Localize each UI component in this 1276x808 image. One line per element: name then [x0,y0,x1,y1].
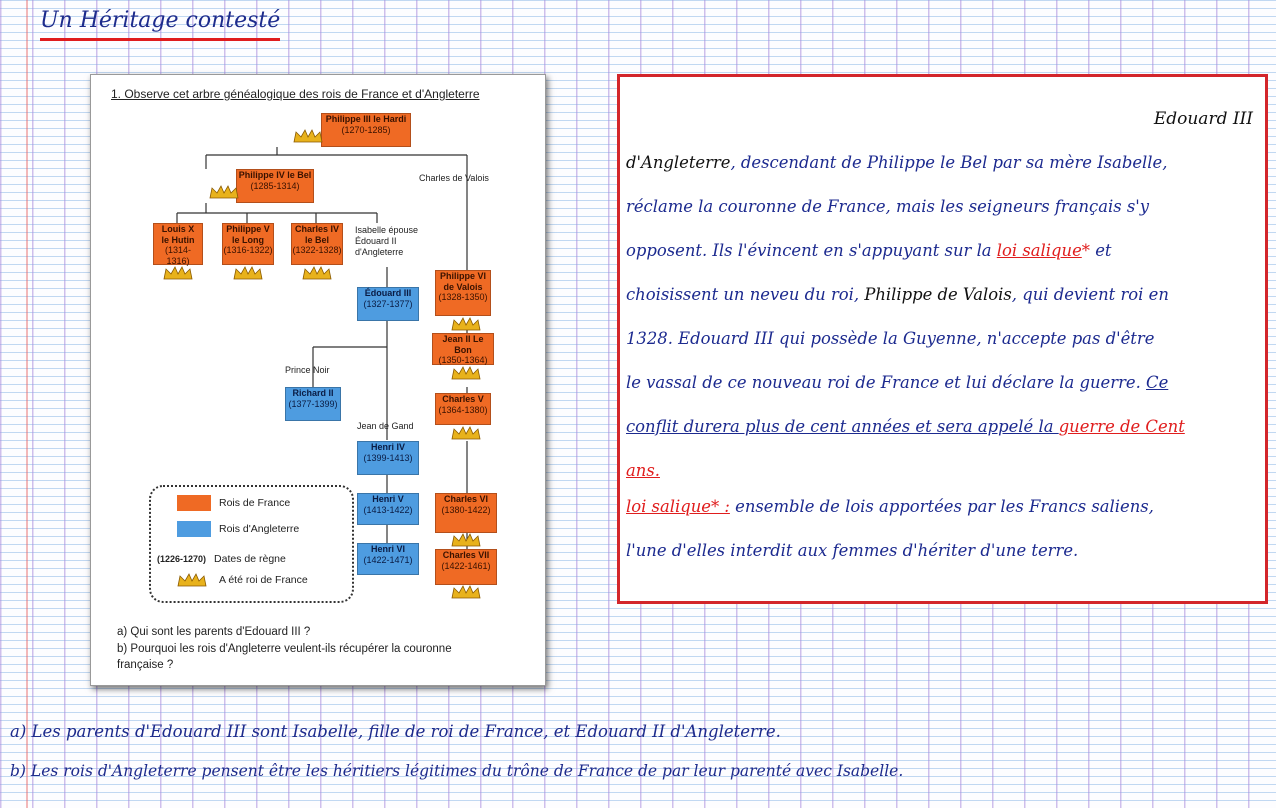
henri-iv-name: Henri IV [370,442,405,452]
legend-crown [177,573,308,587]
philippe-vi-name2: de Valois [443,281,483,292]
edouard-iii-name: Édouard III [364,288,412,298]
panel-line-3 [626,241,1262,261]
jean-ii-name: Jean II Le Bon [442,334,484,355]
henri-v-dates: (1413-1422) [363,504,413,515]
legend-crown-label: A été roi de France [219,574,308,586]
crown-icon [177,573,211,587]
henri-vi-box [357,543,419,575]
philippe-vi-box [435,270,491,316]
answer-b: b) Les rois d'Angleterre pensent être les héritiers légitimes du trône de France de par leur parenté avec Isabelle. [10,762,904,780]
answer-a: a) Les parents d'Edouard III sont Isabelle, fille de roi de France, et Edouard II d'Angleterre. [10,722,781,741]
philippe-v-name2: le Long [232,234,264,245]
richard-ii-box [285,387,341,421]
crown-icon [451,317,481,331]
panel-line-9 [626,497,1262,517]
charles-de-valois-label: Charles de Valois [419,173,489,183]
margin-line [26,0,28,808]
charles-v-dates: (1364-1380) [438,404,488,415]
panel-definition-term: loi salique* : [626,497,730,516]
crown-icon [302,266,332,280]
louis-x-dates: (1314-1316) [164,245,191,266]
charles-v-name: Charles V [442,394,484,404]
charles-vi-box [435,493,497,533]
philippe-iv-box [236,169,314,203]
henri-iv-dates: (1399-1413) [363,452,413,463]
panel-line-10: l'une d'elles interdit aux femmes d'hériter d'une terre. [626,541,1079,560]
jean-de-gand-label: Jean de Gand [357,421,414,431]
henri-v-name: Henri V [372,494,404,504]
isabelle-line1: Isabelle épouse [355,225,419,235]
crown-icon [451,585,481,599]
panel-l1b: , descendant de Philippe le Bel par sa mère Isabelle, [730,153,1168,172]
legend-dates [157,553,286,565]
crown-icon [233,266,263,280]
panel-line-7 [626,417,1262,437]
genealogy-document [90,74,546,686]
crown-icon [163,266,193,280]
louis-x-box [153,223,203,265]
legend-box [149,485,354,603]
legend-angleterre-label: Rois d'Angleterre [219,523,300,535]
panel-line-1 [626,153,1262,173]
panel-line-2: réclame la couronne de France, mais les seigneurs français s'y [626,197,1150,216]
louis-x-name2: le Hutin [161,234,195,245]
panel-guerre-de-cent: guerre de Cent [1058,417,1185,436]
panel-edouard-iii: Edouard III [1153,109,1253,129]
charles-vii-box [435,549,497,585]
panel-asterisk: * [1081,241,1090,260]
edouard-iii-dates: (1327-1377) [363,298,413,309]
charles-iv-name2: le Bel [304,234,329,245]
isabelle-label [355,225,431,258]
philippe-iii-box [321,113,411,147]
panel-l7a: conflit durera plus de cent années et sera appelé la [626,417,1059,436]
panel-l3d: et [1089,241,1112,260]
prince-noir-label: Prince Noir [285,365,330,375]
isabelle-line3: d'Angleterre [355,247,404,257]
legend-dates-example: (1226-1270) [157,554,207,564]
philippe-vi-dates: (1328-1350) [438,292,488,302]
france-swatch [177,495,211,511]
philippe-vi-name1: Philippe VI [439,271,486,281]
charles-v-box [435,393,491,425]
document-instruction: 1. Observe cet arbre généalogique des rois de France et d'Angleterre [111,87,480,101]
isabelle-line2: Édouard II [355,236,397,246]
jean-ii-dates: (1350-1364) [438,355,488,365]
legend-angleterre [177,521,299,537]
edouard-iii-box [357,287,419,321]
crown-icon [293,129,323,143]
henri-vi-dates: (1422-1471) [363,554,413,565]
panel-l6b: Ce [1146,373,1169,392]
panel-ans: ans. [626,461,660,480]
panel-l4c: , qui devient roi en [1011,285,1169,304]
panel-l9b: ensemble de lois apportées par les Francs saliens, [729,497,1154,516]
richard-ii-name: Richard II [292,388,334,398]
philippe-v-name1: Philippe V [226,224,270,234]
philippe-iv-name: Philippe IV le Bel [238,170,312,180]
crown-icon [451,533,481,547]
henri-iv-box [357,441,419,475]
henri-v-box [357,493,419,525]
panel-loi-salique: loi salique [996,241,1082,260]
panel-l6a: le vassal de ce nouveau roi de France et lui déclare la guerre. [626,373,1147,392]
crown-icon [451,366,481,380]
legend-france [177,495,290,511]
panel-line-8 [626,461,1262,481]
crown-icon [209,185,239,199]
philippe-v-box [222,223,274,265]
question-b-line2: française ? [117,659,174,671]
panel-l1a: d'Angleterre [626,153,731,172]
charles-iv-name1: Charles IV [294,224,340,234]
crown-icon [451,426,481,440]
page-title: Un Héritage contesté [40,6,280,41]
henri-vi-name: Henri VI [370,544,405,554]
panel-line-6 [626,373,1262,393]
richard-ii-dates: (1377-1399) [288,398,338,409]
panel-l4a: choisissent un neveu du roi, [626,285,865,304]
charles-vi-dates: (1380-1422) [441,504,491,515]
jean-ii-box [432,333,494,365]
charles-iv-dates: (1322-1328) [292,245,342,255]
philippe-iii-dates: (1270-1285) [341,124,391,135]
question-a: a) Qui sont les parents d'Edouard III ? [117,626,311,638]
panel-line-5: 1328. Edouard III qui possède la Guyenne, n'accepte pas d'être [626,329,1155,348]
panel-philippe-de-valois: Philippe de Valois [864,285,1012,304]
summary-panel [617,74,1268,604]
louis-x-name1: Louis X [161,224,195,234]
angleterre-swatch [177,521,211,537]
philippe-iii-name: Philippe III le Hardi [325,114,407,124]
panel-line-4 [626,285,1262,305]
philippe-v-dates: (1316-1322) [223,245,273,255]
legend-dates-label: Dates de règne [214,553,286,565]
charles-vii-dates: (1422-1461) [441,560,491,571]
legend-france-label: Rois de France [219,497,291,509]
charles-iv-box [291,223,343,265]
charles-vii-name: Charles VII [442,550,490,560]
question-b-line1: b) Pourquoi les rois d'Angleterre veulent-ils récupérer la couronne [117,643,452,655]
philippe-iv-dates: (1285-1314) [250,180,300,191]
panel-l3a: opposent. Ils l'évincent en s'appuyant sur la [626,241,997,260]
charles-vi-name: Charles VI [443,494,489,504]
